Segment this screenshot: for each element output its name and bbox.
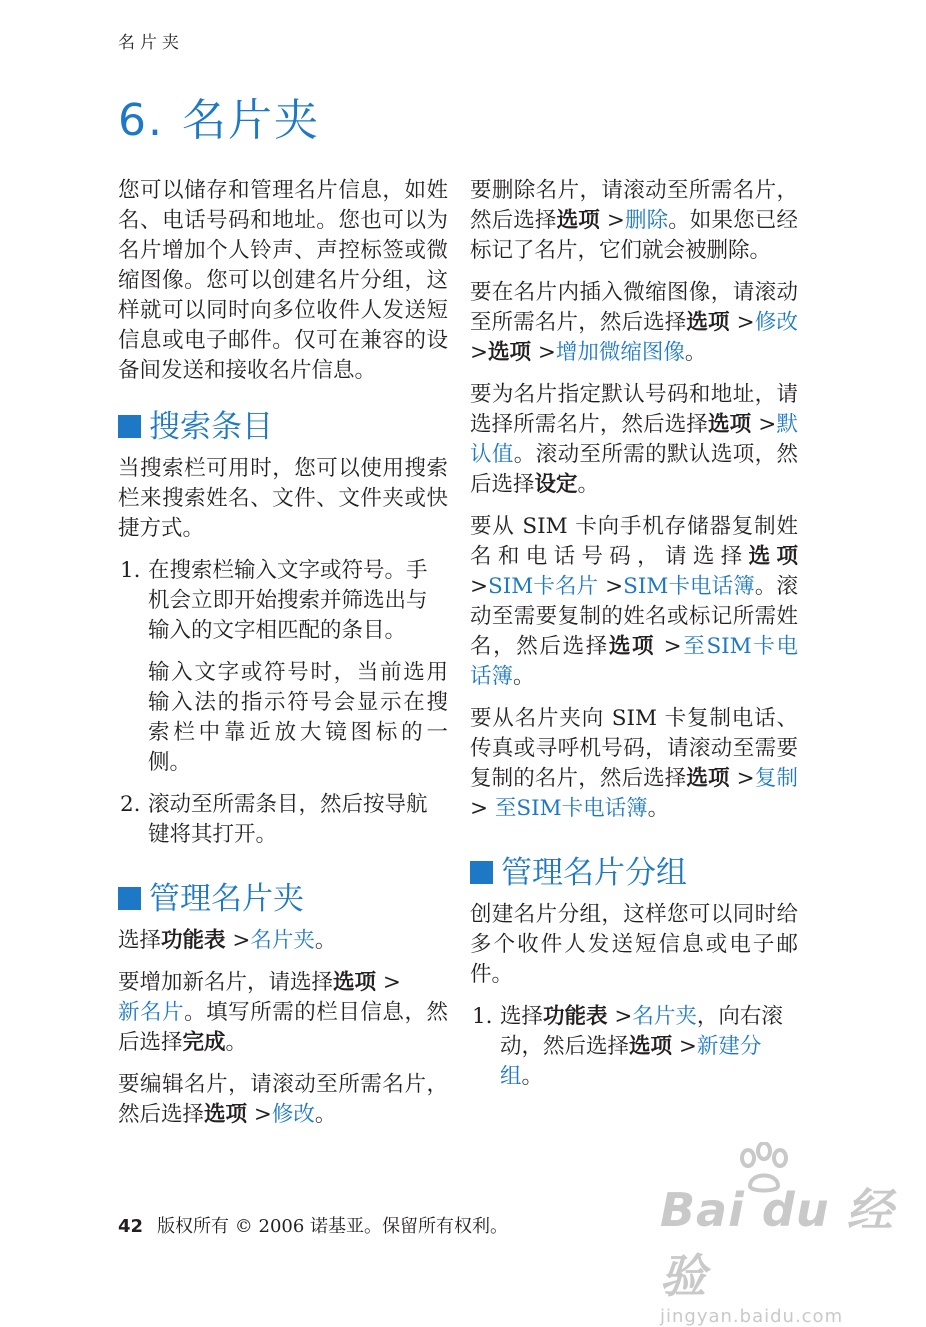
menu-term: 选项: [686, 310, 730, 335]
separator: >: [751, 412, 777, 437]
separator: >: [470, 340, 489, 365]
menu-link: 至SIM卡电话簿: [494, 796, 648, 821]
separator: >: [247, 1102, 272, 1127]
menu-link: SIM卡名片: [488, 574, 599, 599]
section-square-icon: [118, 415, 141, 438]
watermark-logo: Bai du 经验: [660, 1183, 894, 1303]
menu-term: 选项: [748, 544, 798, 569]
text: 。: [684, 340, 707, 365]
menu-term: 功能表: [161, 928, 226, 953]
menu-link: 默认值: [470, 412, 798, 467]
text: 。: [225, 1030, 248, 1055]
delete-para: [470, 176, 798, 266]
search-step-1: [118, 556, 448, 646]
menu-link: 至SIM卡电话簿: [470, 634, 798, 689]
section-heading-manage-text: 管理名片夹: [149, 881, 304, 917]
menu-link: 复制: [754, 766, 798, 791]
menu-term: 选项: [608, 634, 656, 659]
separator: >: [672, 1034, 697, 1059]
text: ，向右滚动，然后选择: [500, 1004, 783, 1059]
text: 。填写所需的栏目信息，然后选择: [118, 1000, 448, 1055]
text: 。: [314, 928, 337, 953]
groups-step-1: [470, 1002, 798, 1092]
left-column: [118, 176, 448, 1142]
step-number: 1.: [120, 558, 141, 583]
section-heading-search: [118, 408, 448, 446]
text: 。: [513, 664, 535, 689]
text: 选择: [500, 1004, 544, 1029]
copyright-text: 版权所有 © 2006 诺基亚。保留所有权利。: [157, 1216, 509, 1237]
menu-link: 名片夹: [250, 928, 315, 953]
section-heading-manage: [118, 880, 448, 918]
separator: >: [531, 340, 556, 365]
menu-link: 修改: [271, 1102, 315, 1127]
text: 要在名片内插入微缩图像，请滚动至所需名片，然后选择: [470, 280, 798, 335]
separator: >: [376, 970, 401, 995]
section-heading-groups: [470, 854, 798, 892]
step-number: 2.: [120, 792, 141, 817]
text: 选择: [118, 928, 162, 953]
menu-term: 选项: [556, 208, 600, 233]
manage-para-1: [118, 926, 448, 956]
menu-term: 选项: [204, 1102, 248, 1127]
menu-term: 设定: [534, 472, 578, 497]
menu-term: 完成: [182, 1030, 226, 1055]
section-heading-search-text: 搜索条目: [149, 409, 273, 445]
chapter-number: 6.: [118, 95, 164, 146]
menu-link: 增加微缩图像: [555, 340, 685, 365]
menu-link: 修改: [754, 310, 798, 335]
separator: >: [607, 1004, 633, 1029]
text: 要编辑名片，请滚动至所需名片，然后选择: [118, 1072, 448, 1127]
groups-steps: [470, 1002, 798, 1092]
groups-intro: 创建名片分组，这样您可以同时给多个收件人发送短信息或电子邮件。: [470, 902, 798, 987]
text: 。: [314, 1102, 337, 1127]
search-step-1-note: 输入文字或符号时，当前选用输入法的指示符号会显示在搜索栏中靠近放大镜图标的一侧。: [148, 660, 448, 775]
separator: >: [729, 310, 755, 335]
separator: >: [729, 766, 755, 791]
separator: >: [598, 574, 624, 599]
manage-para-2: [118, 968, 448, 1058]
text: 要从 SIM 卡向手机存储器复制姓名和电话号码，请选择: [470, 514, 798, 569]
text: 。滚动至所需的默认选项，然后选择: [470, 442, 798, 497]
section-square-icon: [470, 861, 493, 884]
separator: >: [655, 634, 682, 659]
menu-link: 删除: [624, 208, 669, 233]
intro-paragraph: 您可以储存和管理名片信息，如姓名、电话号码和地址。您也可以为名片增加个人铃声、声控标签或微缩图像。您可以创建名片分组，这样就可以同时向多位收件人发送短信息或电子邮件。仅可在兼容的设备间发送和接收名片信息。: [118, 178, 448, 383]
menu-term: 选项: [488, 340, 532, 365]
menu-link: 新建分组: [500, 1034, 762, 1089]
copy-to-sim-para: [470, 704, 798, 824]
section-square-icon: [118, 887, 141, 910]
search-step-2-text: 滚动至所需条目，然后按导航键将其打开。: [148, 792, 428, 847]
text: 要从名片夹向 SIM 卡复制电话、传真或寻呼机号码，请滚动至需要复制的名片，然后选择: [470, 706, 798, 791]
page-number: 42: [118, 1216, 144, 1237]
search-steps-cont: [118, 790, 448, 850]
watermark-url: jingyan.baidu.com: [660, 1306, 844, 1327]
separator: >: [599, 208, 625, 233]
page-footer: [118, 1212, 508, 1238]
running-header: 名片夹: [118, 33, 184, 53]
menu-link: SIM卡电话簿: [623, 574, 755, 599]
right-column: [470, 176, 798, 1104]
text: 。滚动至需要复制的姓名或标记所需姓名，然后选择: [470, 574, 798, 659]
text: 要增加新名片，请选择: [118, 970, 334, 995]
menu-term: 选项: [686, 766, 730, 791]
menu-term: 选项: [333, 970, 377, 995]
baidu-watermark: [660, 1148, 910, 1327]
default-para: [470, 380, 798, 500]
separator: >: [225, 928, 251, 953]
step-number: 1.: [472, 1004, 493, 1029]
text: 。: [577, 472, 600, 497]
search-step-2: [118, 790, 448, 850]
sim-copy-para: [470, 512, 798, 692]
text: 。: [647, 796, 670, 821]
menu-link: 新名片: [118, 1000, 185, 1025]
chapter-title: [118, 84, 320, 148]
separator: >: [470, 574, 489, 599]
separator: >: [470, 796, 495, 821]
search-step-1-text: 在搜索栏输入文字或符号。手机会立即开始搜索并筛选出与输入的文字相匹配的条目。: [148, 558, 428, 643]
menu-term: 选项: [629, 1034, 673, 1059]
menu-term: 功能表: [543, 1004, 608, 1029]
text: 要为名片指定默认号码和地址，请选择所需名片，然后选择: [470, 382, 798, 437]
chapter-title-text: 名片夹: [181, 95, 320, 146]
search-steps: [118, 556, 448, 646]
paw-icon: [734, 1142, 794, 1194]
text: 要删除名片，请滚动至所需名片，然后选择: [470, 178, 798, 233]
manage-para-3: [118, 1070, 448, 1130]
text: 。: [521, 1064, 544, 1089]
section-heading-groups-text: 管理名片分组: [501, 855, 687, 891]
text: 。如果您已经标记了名片，它们就会被删除。: [470, 208, 798, 263]
search-intro: 当搜索栏可用时，您可以使用搜索栏来搜索姓名、文件、文件夹或快捷方式。: [118, 456, 448, 541]
menu-link: 名片夹: [632, 1004, 697, 1029]
thumbnail-para: [470, 278, 798, 368]
menu-term: 选项: [708, 412, 752, 437]
